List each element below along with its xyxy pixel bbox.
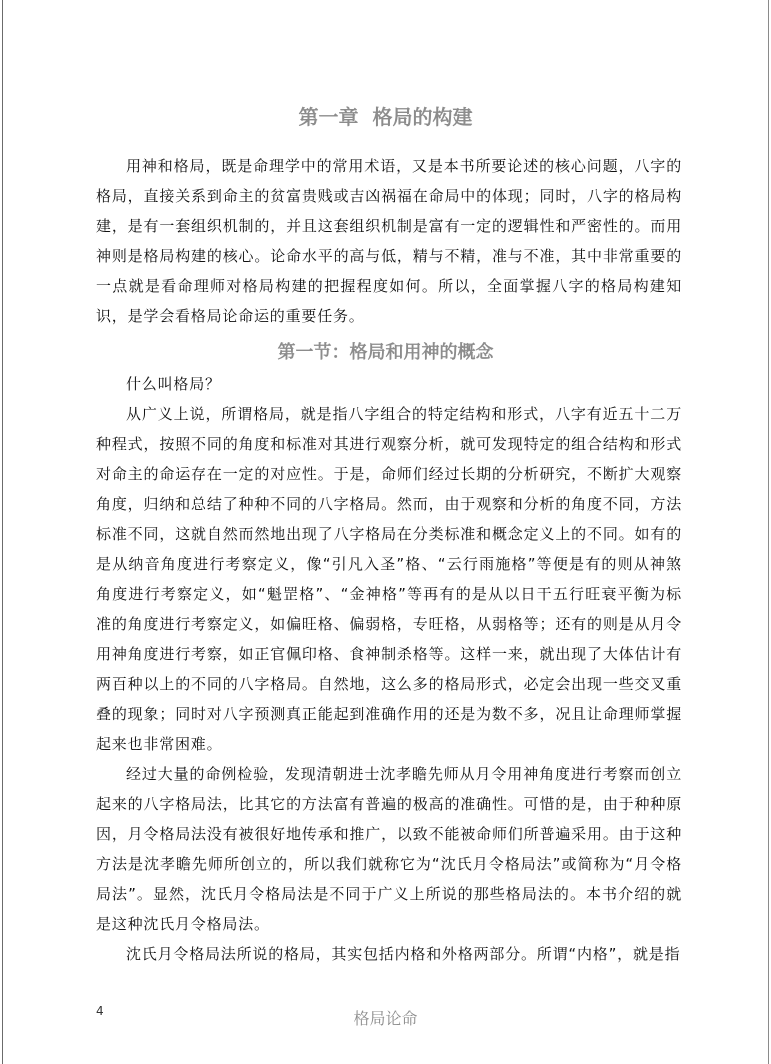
intro-paragraph: 用神和格局，既是命理学中的常用术语，又是本书所要论述的核心问题，八字的格局，直接关系到命主的贫富贵贱或吉凶祸福在命局中的体现；同时，八字的格局构建，是有一套组织机制的，并且这套组织机制是富有一定的逻辑性和严密性的。而用神则是格局构建的核心。论命水平的高与低，精与不精，准与不准，其中非常重要的一点就是看命理师对格局构建的把握程度如何。所以，全面掌握八字的格局构建知识，是学会看格局论命运的重要任务。 — [96, 157, 682, 325]
paragraph-shen-method: 经过大量的命例检验，发现清朝进士沈孝瞻先师从月令用神角度进行考察而创立起来的八字格局法，比其它的方法富有普遍的极高的准确性。可惜的是，由于种种原因，月令格局法没有被很好地传承和推广，以致不能被命师们所普遍采用。由于这种方法是沈孝瞻先师所创立的，所以我们就称它为“沈氏月令格局法”或简称为“月令格局法”。显然，沈氏月令格局法是不同于广义上所说的那些格局法的。本书介绍的就是这种沈氏月令格局法。 — [96, 765, 682, 933]
paragraph-broad-definition: 从广义上说，所谓格局，就是指八字组合的特定结构和形式，八字有近五十二万种程式，按照不同的角度和标准对其进行观察分析，就可发现特定的组合结构和形式对命主的命运存在一定的对应性。于是，命师们经过长期的分析研究，不断扩大观察角度，归纳和总结了种种不同的八字格局。然而，由于观察和分析的角度不同，方法标准不同，这就自然而然地出现了八字格局在分类标准和概念定义上的不同。如有的是从纳音角度进行考察定义，像“引凡入圣”格、“云行雨施格”等便是有的则从神煞角度进行考察定义，如“魁罡格”、“金神格”等再有的是从以日干五行旺衰平衡为标准的角度进行考察定义，如偏旺格、偏弱格，专旺格，从弱格等；还有的则是从月令用神角度进行考察，如正官佩印格、食神制杀格等。这样一来，就出现了大体估计有两百种以上的不同的八字格局。自然地，这么多的格局形式，必定会出现一些交叉重叠的现象；同时对八字预测真正能起到准确作用的还是为数不多，况且让命理师掌握起来也非常困难。 — [96, 405, 682, 753]
page-border-right — [768, 0, 769, 1064]
paragraph-inner-outer: 沈氏月令格局法所说的格局，其实包括内格和外格两部分。所谓“内格”，就是指 — [126, 945, 681, 963]
chapter-title: 第一章 格局的构建 — [298, 105, 473, 129]
page-number: 4 — [96, 1004, 104, 1018]
section-title: 第一节：格局和用神的概念 — [277, 342, 494, 363]
footer-book-title: 格局论命 — [353, 1009, 418, 1028]
question-line: 什么叫格局？ — [126, 375, 221, 393]
page-border-left — [2, 0, 3, 1064]
